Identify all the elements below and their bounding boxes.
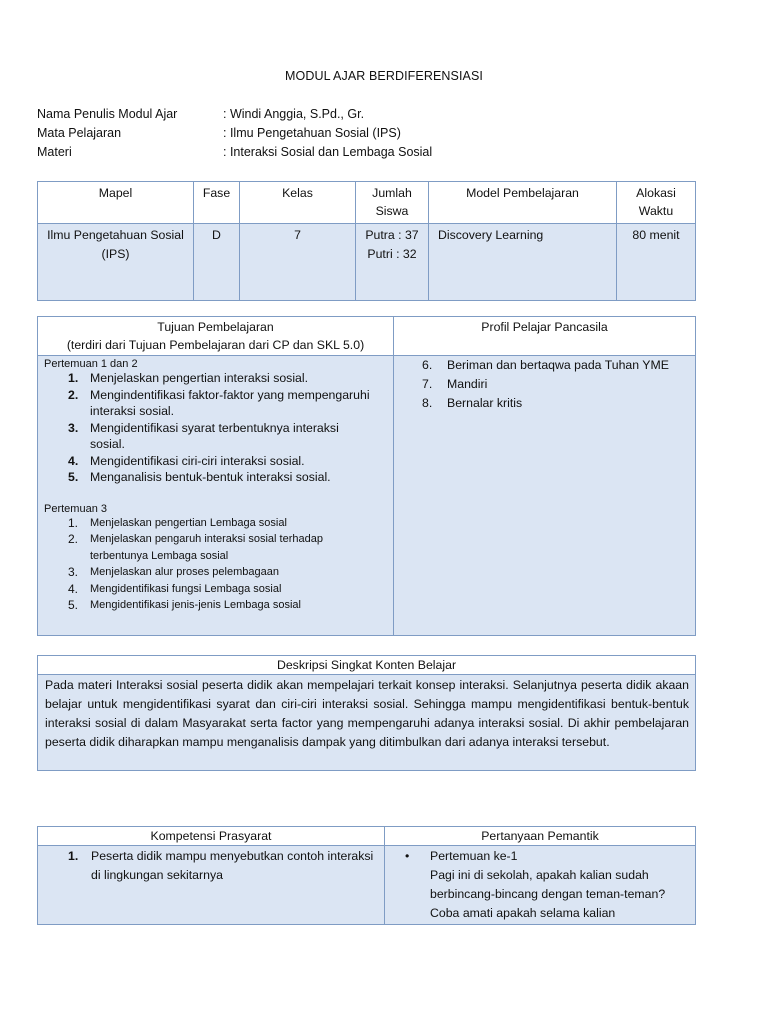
pemantik-text: Pagi ini di sekolah, apakah kalian sudah berbincang-bincang dengan teman-teman? Coba amati apakah selama kalian bbox=[430, 868, 666, 920]
tujuan-cell bbox=[38, 356, 394, 636]
list-number: 1. bbox=[68, 515, 79, 530]
list-text: Menjelaskan pengaruh interaksi sosial terhadap terbentunya Lembaga sosial bbox=[90, 533, 323, 562]
pemantik-title: Pertemuan ke-1 bbox=[430, 849, 518, 863]
deskripsi-table bbox=[37, 655, 696, 771]
list-number: 3. bbox=[68, 565, 79, 579]
list-text: Mengidentifikasi ciri-ciri interaksi sosial. bbox=[90, 453, 305, 468]
list-text: Mengidentifikasi fungsi Lembaga sosial bbox=[90, 582, 282, 595]
list-number: 7. bbox=[422, 377, 433, 391]
document-title: MODUL AJAR BERDIFERENSIASI bbox=[284, 69, 483, 83]
list-number: 8. bbox=[422, 396, 433, 410]
list-item bbox=[38, 847, 384, 885]
list-text: Menganalisis bentuk-bentuk interaksi sosial. bbox=[90, 470, 331, 484]
header-alokasi-line1: Alokasi bbox=[636, 186, 676, 200]
cell-mapel bbox=[38, 224, 194, 301]
list-number: 2. bbox=[68, 532, 79, 546]
list-text: Bernalar kritis bbox=[447, 396, 523, 410]
cell-fase: D bbox=[194, 224, 240, 301]
list-item bbox=[38, 597, 393, 614]
cell-alokasi: 80 menit bbox=[617, 224, 696, 301]
list-number: 4. bbox=[68, 453, 79, 468]
tujuan-table-body-row bbox=[38, 356, 696, 636]
header-alokasi bbox=[617, 182, 696, 224]
pemantik-cell bbox=[385, 846, 696, 925]
header-pemantik: Pertanyaan Pemantik bbox=[385, 827, 696, 846]
list-item bbox=[385, 847, 695, 923]
profil-list bbox=[394, 356, 695, 413]
list-number: 3. bbox=[68, 420, 79, 435]
cell-kelas: 7 bbox=[240, 224, 356, 301]
deskripsi-body: Pada materi Interaksi sosial peserta didik akan mempelajari terkait konsep interaksi. Selanjutnya peserta didik akaan belajar untuk mengidentifikasi syarat dan ciri-ciri interaksi sosial. Sehingga mampu mengidentifikasi bentuk-bentuk interaksi sosial di dalam Masyarakat serta factor yang mempengaruhi adanya interaksi sosial. Di akhir pembelajaran peserta didik diharapkan mampu menganalisis dampak yang ditimbulkan dari adanya interaksi tersebut. bbox=[38, 675, 696, 771]
cell-model: Discovery Learning bbox=[429, 224, 617, 301]
pertemuan-3-list bbox=[38, 515, 393, 614]
header-profil: Profil Pelajar Pancasila bbox=[394, 317, 696, 356]
list-number: 5. bbox=[68, 598, 79, 612]
profil-cell bbox=[394, 356, 696, 636]
list-text: Menjelaskan pengertian Lembaga sosial bbox=[90, 516, 287, 529]
header-fase: Fase bbox=[194, 182, 240, 224]
header-model: Model Pembelajaran bbox=[429, 182, 617, 224]
pertemuan-1-title: Pertemuan 1 dan 2 bbox=[44, 358, 138, 370]
header-tujuan-line1: Tujuan Pembelajaran bbox=[157, 320, 274, 334]
list-text: Peserta didik mampu menyebutkan contoh interaksi di lingkungan sekitarnya bbox=[91, 849, 374, 882]
info-table bbox=[37, 181, 696, 301]
header-jumlah-siswa bbox=[356, 182, 429, 224]
meta-value-mapel: : Ilmu Pengetahuan Sosial (IPS) bbox=[223, 126, 401, 140]
list-number: 4. bbox=[68, 581, 79, 596]
pertemuan-1-list bbox=[38, 370, 393, 486]
kompetensi-cell bbox=[38, 846, 385, 925]
cell-mapel-line1: Ilmu Pengetahuan Sosial bbox=[47, 228, 184, 242]
deskripsi-body-row bbox=[38, 675, 696, 771]
tujuan-table-header-row bbox=[38, 317, 696, 356]
deskripsi-header-row bbox=[38, 656, 696, 675]
pertemuan-3-title: Pertemuan 3 bbox=[44, 502, 107, 515]
header-mapel: Mapel bbox=[38, 182, 194, 224]
kompetensi-body-row bbox=[38, 846, 696, 925]
header-deskripsi: Deskripsi Singkat Konten Belajar bbox=[38, 656, 696, 675]
list-text: Menjelaskan pengertian interaksi sosial. bbox=[90, 371, 309, 385]
header-alokasi-line2: Waktu bbox=[638, 204, 674, 218]
kompetensi-header-row bbox=[38, 827, 696, 846]
header-jumlah-line1: Jumlah bbox=[372, 186, 412, 200]
meta-value-penulis: : Windi Anggia, S.Pd., Gr. bbox=[223, 107, 365, 121]
list-text: Menjelaskan alur proses pelembagaan bbox=[90, 566, 279, 578]
list-item bbox=[38, 453, 393, 470]
list-number: 2. bbox=[68, 387, 79, 402]
list-text: Mengidentifikasi jenis-jenis Lembaga sosial bbox=[90, 599, 301, 611]
list-text: Beriman dan bertaqwa pada Tuhan YME bbox=[447, 358, 669, 372]
meta-value-materi: : Interaksi Sosial dan Lembaga Sosial bbox=[223, 145, 433, 159]
tujuan-table bbox=[37, 316, 696, 636]
list-text: Mengindentifikasi faktor-faktor yang mempengaruhi interaksi sosial. bbox=[90, 387, 370, 418]
list-number: 1. bbox=[68, 371, 79, 385]
list-item bbox=[394, 394, 695, 413]
meta-label-penulis: Nama Penulis Modul Ajar bbox=[37, 107, 178, 121]
cell-putri: Putri : 32 bbox=[367, 247, 417, 261]
list-item bbox=[38, 531, 393, 564]
cell-jumlah-siswa bbox=[356, 224, 429, 301]
list-item bbox=[394, 356, 695, 375]
header-tujuan-line2: (terdiri dari Tujuan Pembelajaran dari CP dan SKL 5.0) bbox=[66, 338, 365, 352]
list-item bbox=[38, 564, 393, 581]
info-table-header-row bbox=[38, 182, 696, 224]
list-item bbox=[38, 387, 393, 420]
list-text: Mandiri bbox=[447, 377, 488, 391]
cell-mapel-line2: (IPS) bbox=[101, 247, 130, 261]
cell-putra: Putra : 37 bbox=[365, 228, 419, 242]
header-kompetensi: Kompetensi Prasyarat bbox=[38, 827, 385, 846]
list-item bbox=[38, 515, 393, 532]
list-item bbox=[38, 469, 393, 486]
header-jumlah-line2: Siswa bbox=[375, 204, 409, 218]
list-number: 6. bbox=[422, 358, 433, 372]
kompetensi-table bbox=[37, 826, 696, 925]
list-number: 1. bbox=[68, 849, 79, 863]
meta-label-mapel: Mata Pelajaran bbox=[37, 126, 122, 140]
list-item bbox=[394, 375, 695, 394]
list-item bbox=[38, 581, 393, 598]
bullet-icon: • bbox=[405, 849, 410, 863]
meta-label-materi: Materi bbox=[37, 145, 72, 159]
list-text: Mengidentifikasi syarat terbentuknya interaksi sosial. bbox=[90, 420, 339, 451]
list-number: 5. bbox=[68, 470, 79, 484]
header-kelas: Kelas bbox=[240, 182, 356, 224]
list-item bbox=[38, 420, 393, 453]
info-table-data-row bbox=[38, 224, 696, 301]
header-tujuan bbox=[38, 317, 394, 356]
list-item bbox=[38, 370, 393, 387]
